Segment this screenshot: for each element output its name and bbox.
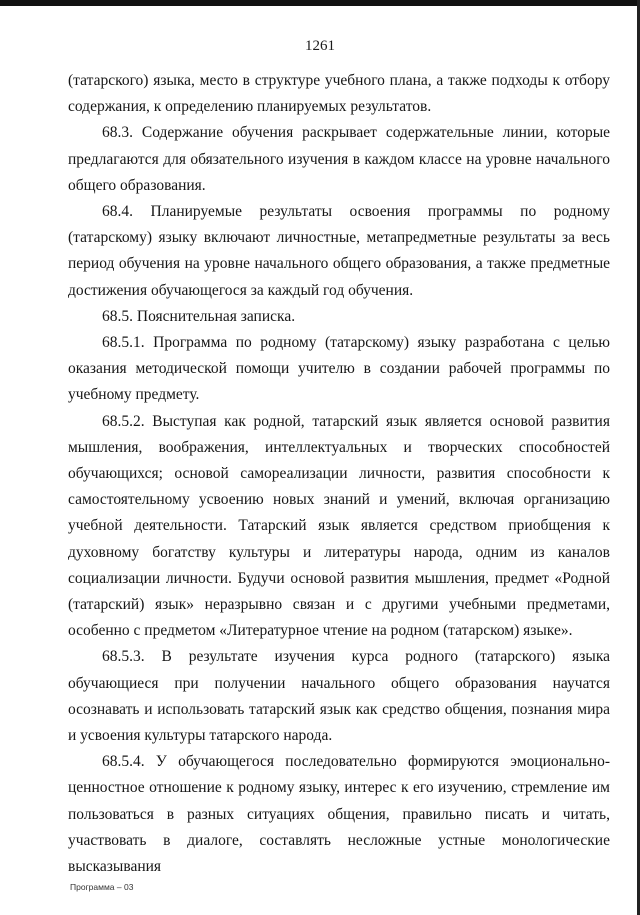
paragraph: 68.5.3. В результате изучения курса родного (татарского) языка обучающиеся при получении начального общего образования научатся осознавать и использовать татарский язык как средство общения, познания мира и усвоения культуры татарского народа. bbox=[68, 648, 610, 745]
body-text bbox=[68, 68, 610, 880]
paragraph: (татарского) языка, место в структуре учебного плана, а также подходы к отбору содержания, к определению планируемых результатов. bbox=[68, 72, 610, 116]
paragraph: 68.3. Содержание обучения раскрывает содержательные линии, которые предлагаются для обязательного изучения в каждом классе на уровне начального общего образования. bbox=[68, 124, 610, 194]
paragraph: 68.5.2. Выступая как родной, татарский язык является основой развития мышления, воображения, интеллектуальных и творческих способностей обучающихся; основой самореализации личности, развития способности к самостоятельному усвоению новых знаний и умений, включая организацию учебной деятельности. Татарский язык является средством приобщения к духовному богатству культуры и литературы народа, одним из каналов социализации личности. Будучи основой развития мышления, предмет «Родной (татарский) язык» неразрывно связан и с другими учебными предметами, особенно с предметом «Литературное чтение на родном (татарском) языке». bbox=[68, 412, 610, 640]
paragraph: 68.5.4. У обучающегося последовательно формируются эмоционально-ценностное отношение к родному языку, интерес к его изучению, стремление им пользоваться в разных ситуациях общения, правильно писать и читать, участвовать в диалоге, составлять несложные устные монологические высказывания bbox=[68, 753, 610, 876]
paragraph: 68.5.1. Программа по родному (татарскому) языку разработана с целью оказания методической помощи учителю в создании рабочей программы по учебному предмету. bbox=[68, 334, 610, 404]
paragraph: 68.4. Планируемые результаты освоения программы по родному (татарскому) языку включают личностные, метапредметные результаты за весь период обучения на уровне начального общего образования, а также предметные достижения обучающегося за каждый год обучения. bbox=[68, 203, 610, 299]
scan-edge-top bbox=[0, 0, 640, 6]
footer-label: Программа – 03 bbox=[70, 882, 134, 892]
page-number: 1261 bbox=[305, 38, 335, 54]
paragraph: 68.5. Пояснительная записка. bbox=[102, 307, 296, 325]
